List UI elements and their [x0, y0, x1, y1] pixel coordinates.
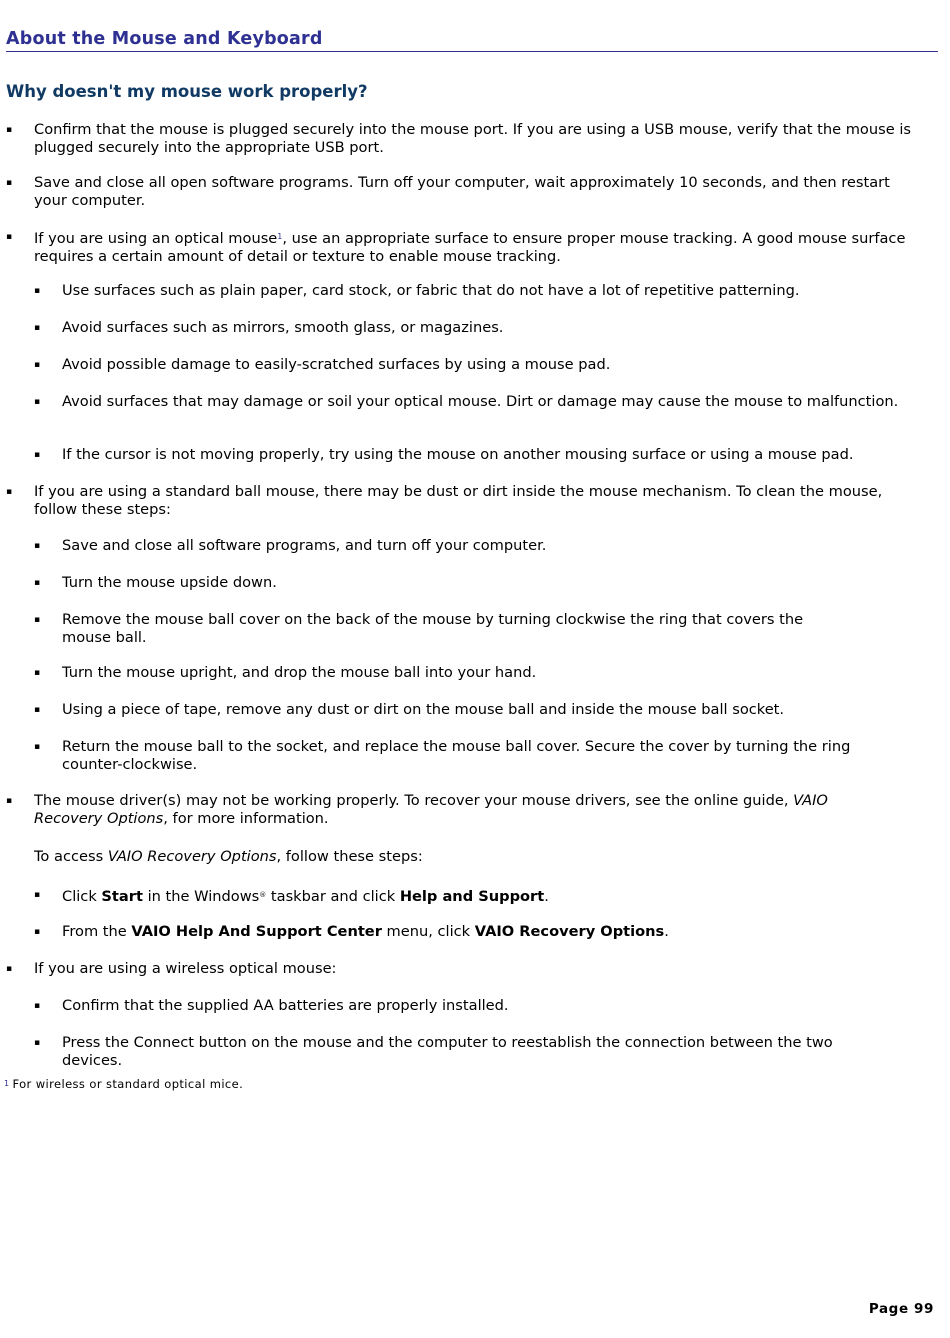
sub-list-item: Return the mouse ball to the socket, and replace the mouse ball cover. Secure the cover by turning the ring counter-clockwise. [62, 738, 851, 773]
footnote [4, 1076, 243, 1092]
list-item: Confirm that the mouse is plugged securely into the mouse port. If you are using a USB mouse, verify that the mouse is plugged securely into the appropriate USB port. [34, 121, 911, 156]
bullet-icon: ▪ [34, 323, 41, 333]
bullet-icon: ▪ [34, 286, 41, 296]
guide-title: VAIO Recovery Options [34, 792, 828, 827]
bullet-icon: ▪ [34, 1001, 41, 1011]
paragraph-text: To access [34, 848, 108, 865]
sub-list-item: Confirm that the supplied AA batteries are properly installed. [62, 997, 509, 1014]
bullet-icon: ▪ [34, 705, 41, 715]
text: From the [62, 923, 132, 940]
section-heading: Why doesn't my mouse work properly? [6, 82, 368, 101]
list-item [34, 228, 914, 266]
list-item: If you are using a standard ball mouse, there may be dust or dirt inside the mouse mechanism. To clean the mouse, follow these steps: [34, 483, 883, 518]
bullet-icon: ▪ [34, 668, 41, 678]
page-title: About the Mouse and Keyboard [6, 28, 938, 52]
bullet-icon: ▪ [34, 397, 41, 407]
bullet-icon: ▪ [6, 487, 13, 497]
footnote-text: For wireless or standard optical mice. [12, 1077, 244, 1091]
list-item-text: , for more information. [163, 810, 329, 827]
bullet-icon: ▪ [34, 450, 41, 460]
footnote-reference-link[interactable]: 1 [277, 232, 283, 241]
sub-list-item [62, 923, 912, 941]
text: menu, click [381, 923, 475, 940]
text: taskbar and click [266, 888, 400, 905]
text: . [664, 923, 669, 940]
text: . [544, 888, 549, 905]
registered-mark: ® [259, 891, 267, 899]
sub-list-item: Turn the mouse upside down. [62, 574, 277, 591]
bullet-icon: ▪ [34, 742, 41, 752]
bullet-icon: ▪ [6, 796, 13, 806]
bullet-icon: ▪ [34, 360, 41, 370]
sub-list-item: Remove the mouse ball cover on the back of the mouse by turning clockwise the ring that covers the mouse ball. [62, 611, 804, 646]
sub-list-item: Avoid surfaces that may damage or soil your optical mouse. Dirt or damage may cause the mouse to malfunction. [62, 393, 899, 410]
footnote-mark: 1 [4, 1079, 10, 1088]
paragraph [34, 848, 914, 866]
bullet-icon: ▪ [34, 927, 41, 937]
sub-list-item: Avoid surfaces such as mirrors, smooth glass, or magazines. [62, 319, 504, 336]
sub-list-item: Press the Connect button on the mouse and the computer to reestablish the connection between the two devices. [62, 1034, 833, 1069]
sub-list-item: Avoid possible damage to easily-scratched surfaces by using a mouse pad. [62, 356, 611, 373]
list-item-text: If you are using an optical mouse [34, 230, 278, 247]
bullet-icon: ▪ [34, 890, 41, 900]
bullet-icon: ▪ [6, 178, 13, 188]
text: Click [62, 888, 102, 905]
list-item: If you are using a wireless optical mouse: [34, 960, 337, 977]
list-item-text: The mouse driver(s) may not be working properly. To recover your mouse drivers, see the online guide, [34, 792, 794, 809]
list-item-text: , use an appropriate surface to ensure proper mouse tracking. A good mouse surface requires a certain amount of detail or texture to enable mouse tracking. [34, 230, 906, 265]
bullet-icon: ▪ [34, 541, 41, 551]
bullet-icon: ▪ [34, 1038, 41, 1048]
sub-list-item: Save and close all software programs, and turn off your computer. [62, 537, 547, 554]
help-and-support-label: Help and Support [399, 888, 545, 905]
list-item [34, 792, 874, 828]
recovery-options-label: VAIO Recovery Options [474, 923, 665, 940]
text: in the Windows [142, 888, 260, 905]
bullet-icon: ▪ [34, 615, 41, 625]
sub-list-item: Turn the mouse upright, and drop the mouse ball into your hand. [62, 664, 537, 681]
sub-list-item [62, 886, 912, 906]
support-center-label: VAIO Help And Support Center [131, 923, 382, 940]
list-item: Save and close all open software programs. Turn off your computer, wait approximately 10 seconds, and then restart your computer. [34, 174, 890, 209]
sub-list-item: Using a piece of tape, remove any dust or dirt on the mouse ball and inside the mouse ball socket. [62, 701, 785, 718]
sub-list-item: Use surfaces such as plain paper, card stock, or fabric that do not have a lot of repetitive patterning. [62, 282, 800, 299]
bullet-icon: ▪ [6, 232, 13, 242]
bullet-icon: ▪ [6, 964, 13, 974]
sub-list-item: If the cursor is not moving properly, try using the mouse on another mousing surface or using a mouse pad. [62, 446, 854, 463]
paragraph-text: , follow these steps: [276, 848, 423, 865]
bullet-icon: ▪ [34, 578, 41, 588]
start-label: Start [101, 888, 143, 905]
page-number: Page 99 [868, 1301, 934, 1317]
guide-title: VAIO Recovery Options [107, 848, 277, 865]
bullet-icon: ▪ [6, 125, 13, 135]
